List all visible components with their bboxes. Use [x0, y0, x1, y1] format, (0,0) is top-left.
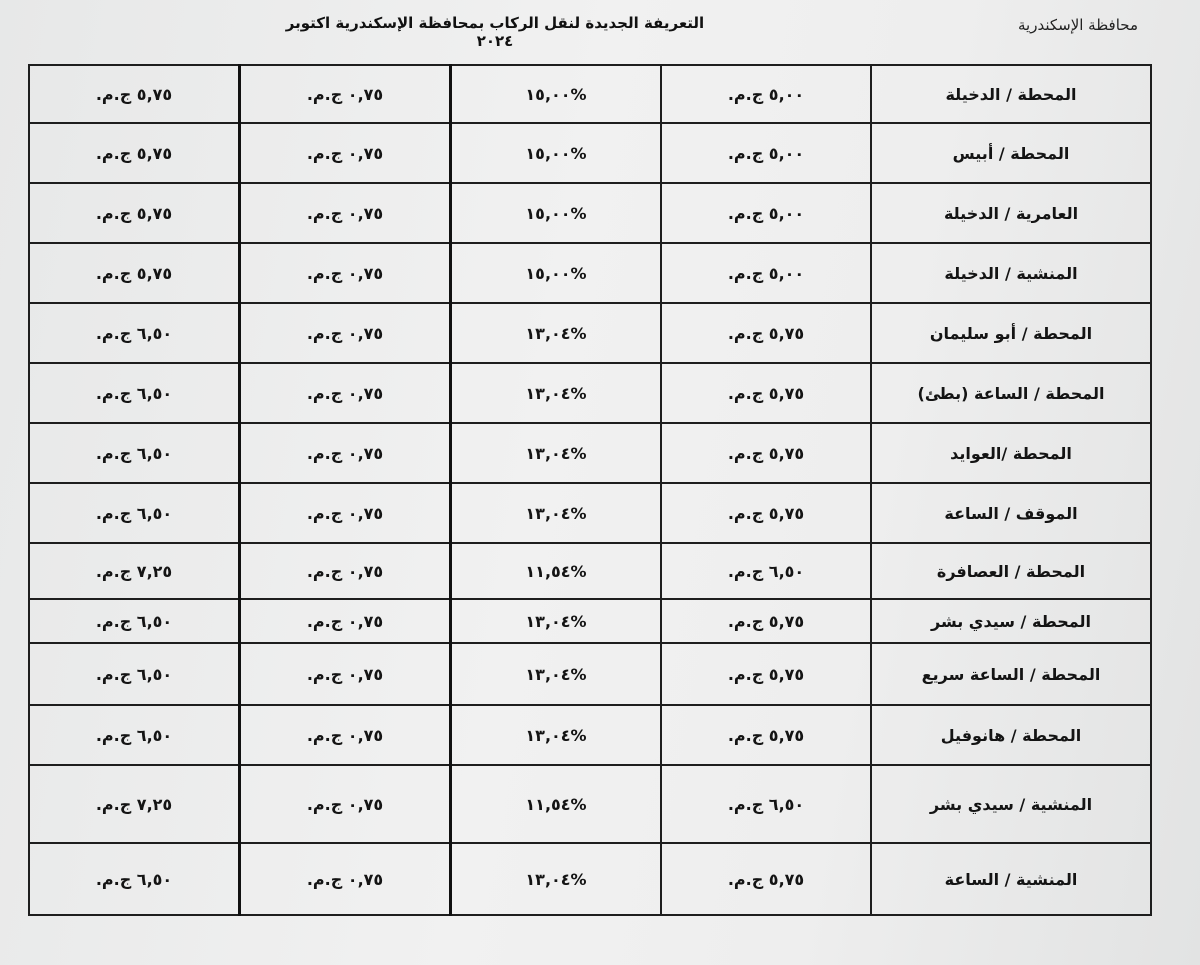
new-fare-cell: ٦,٥٠ ج.م. — [29, 643, 240, 705]
route-cell: المنشية / الدخيلة — [871, 243, 1151, 303]
increase-cell: %١٣,٠٤ — [451, 423, 662, 483]
difference-cell: ٠,٧٥ ج.م. — [240, 123, 451, 183]
route-cell: الموقف / الساعة — [871, 483, 1151, 543]
table-row — [29, 765, 1151, 843]
old-fare-cell: ٥,٧٥ ج.م. — [661, 303, 871, 363]
old-fare-cell: ٥,٠٠ ج.م. — [661, 123, 871, 183]
new-fare-cell: ٦,٥٠ ج.م. — [29, 843, 240, 915]
increase-cell: %١٥,٠٠ — [451, 243, 662, 303]
new-fare-cell: ٦,٥٠ ج.م. — [29, 363, 240, 423]
table-row — [29, 183, 1151, 243]
table-row — [29, 643, 1151, 705]
fare-table — [28, 64, 1152, 916]
route-cell: المحطة / الساعة سريع — [871, 643, 1151, 705]
increase-cell: %١٣,٠٤ — [451, 643, 662, 705]
route-cell: المنشية / الساعة — [871, 843, 1151, 915]
increase-cell: %١١,٥٤ — [451, 543, 662, 599]
table-row — [29, 423, 1151, 483]
old-fare-cell: ٥,٠٠ ج.م. — [661, 183, 871, 243]
route-cell: المحطة / الدخيلة — [871, 65, 1151, 123]
new-fare-cell: ٧,٢٥ ج.م. — [29, 543, 240, 599]
old-fare-cell: ٥,٧٥ ج.م. — [661, 843, 871, 915]
route-cell: المحطة / أبيس — [871, 123, 1151, 183]
old-fare-cell: ٥,٧٥ ج.م. — [661, 483, 871, 543]
difference-cell: ٠,٧٥ ج.م. — [240, 483, 451, 543]
increase-cell: %١٣,٠٤ — [451, 303, 662, 363]
route-cell: العامرية / الدخيلة — [871, 183, 1151, 243]
new-fare-cell: ٦,٥٠ ج.م. — [29, 599, 240, 643]
old-fare-cell: ٦,٥٠ ج.م. — [661, 765, 871, 843]
route-cell: المحطة / العصافرة — [871, 543, 1151, 599]
new-fare-cell: ٥,٧٥ ج.م. — [29, 243, 240, 303]
old-fare-cell: ٥,٠٠ ج.م. — [661, 65, 871, 123]
old-fare-cell: ٥,٧٥ ج.م. — [661, 705, 871, 765]
difference-cell: ٠,٧٥ ج.م. — [240, 65, 451, 123]
difference-cell: ٠,٧٥ ج.م. — [240, 363, 451, 423]
old-fare-cell: ٥,٧٥ ج.م. — [661, 423, 871, 483]
table-row — [29, 599, 1151, 643]
new-fare-cell: ٥,٧٥ ج.م. — [29, 123, 240, 183]
difference-cell: ٠,٧٥ ج.م. — [240, 643, 451, 705]
governorate-header: محافظة الإسكندرية — [1017, 16, 1138, 34]
route-cell: المحطة / سيدي بشر — [871, 599, 1151, 643]
route-cell: المحطة /العوايد — [871, 423, 1151, 483]
new-fare-cell: ٦,٥٠ ج.م. — [29, 705, 240, 765]
increase-cell: %١٣,٠٤ — [451, 843, 662, 915]
difference-cell: ٠,٧٥ ج.م. — [240, 843, 451, 915]
difference-cell: ٠,٧٥ ج.م. — [240, 243, 451, 303]
increase-cell: %١٣,٠٤ — [451, 705, 662, 765]
new-fare-cell: ٦,٥٠ ج.م. — [29, 303, 240, 363]
old-fare-cell: ٥,٠٠ ج.م. — [661, 243, 871, 303]
difference-cell: ٠,٧٥ ج.م. — [240, 599, 451, 643]
difference-cell: ٠,٧٥ ج.م. — [240, 543, 451, 599]
increase-cell: %١٥,٠٠ — [451, 123, 662, 183]
difference-cell: ٠,٧٥ ج.م. — [240, 705, 451, 765]
difference-cell: ٠,٧٥ ج.م. — [240, 423, 451, 483]
table-row — [29, 543, 1151, 599]
table-row — [29, 363, 1151, 423]
increase-cell: %١٣,٠٤ — [451, 483, 662, 543]
new-fare-cell: ٦,٥٠ ج.م. — [29, 483, 240, 543]
table-row — [29, 483, 1151, 543]
table-row — [29, 843, 1151, 915]
table-row — [29, 303, 1151, 363]
table-row — [29, 243, 1151, 303]
new-fare-cell: ٦,٥٠ ج.م. — [29, 423, 240, 483]
route-cell: المحطة / أبو سليمان — [871, 303, 1151, 363]
old-fare-cell: ٥,٧٥ ج.م. — [661, 599, 871, 643]
increase-cell: %١٣,٠٤ — [451, 599, 662, 643]
table-row — [29, 123, 1151, 183]
fare-table-body — [29, 65, 1151, 915]
new-fare-cell: ٧,٢٥ ج.م. — [29, 765, 240, 843]
difference-cell: ٠,٧٥ ج.م. — [240, 303, 451, 363]
old-fare-cell: ٦,٥٠ ج.م. — [661, 543, 871, 599]
increase-cell: %١٥,٠٠ — [451, 65, 662, 123]
route-cell: المحطة / الساعة (بطئ) — [871, 363, 1151, 423]
document-title: التعريفة الجديدة لنقل الركاب بمحافظة الإسكندرية اكتوبر ٢٠٢٤ — [285, 14, 705, 50]
increase-cell: %١٣,٠٤ — [451, 363, 662, 423]
old-fare-cell: ٥,٧٥ ج.م. — [661, 363, 871, 423]
new-fare-cell: ٥,٧٥ ج.م. — [29, 65, 240, 123]
table-row — [29, 705, 1151, 765]
increase-cell: %١٥,٠٠ — [451, 183, 662, 243]
new-fare-cell: ٥,٧٥ ج.م. — [29, 183, 240, 243]
difference-cell: ٠,٧٥ ج.م. — [240, 765, 451, 843]
increase-cell: %١١,٥٤ — [451, 765, 662, 843]
old-fare-cell: ٥,٧٥ ج.م. — [661, 643, 871, 705]
difference-cell: ٠,٧٥ ج.م. — [240, 183, 451, 243]
route-cell: المحطة / هانوفيل — [871, 705, 1151, 765]
route-cell: المنشية / سيدي بشر — [871, 765, 1151, 843]
table-row — [29, 65, 1151, 123]
